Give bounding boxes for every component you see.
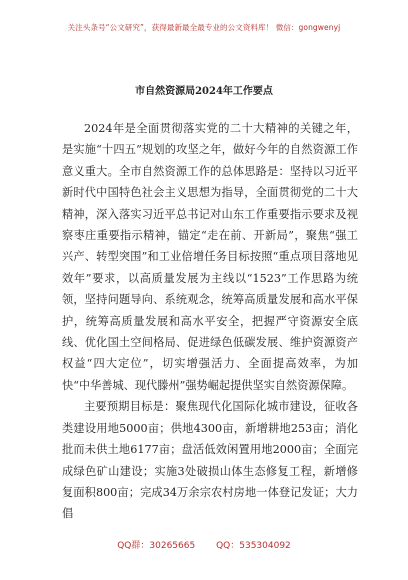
document-body [62,118,358,525]
footer-contact [0,538,408,551]
paragraph-overview: 2024年是全面贯彻落实党的二十大精神的关键之年，是实施“十四五”规划的攻坚之年，做好今年的自然资源工作意义重大。全市自然资源工作的总体思路是：坚持以习近平新时代中国特色社会主义思想为指导，全面贯彻党的二十大精神，深入落实习近平总书记对山东工作重要指示要求及视察枣庄重要指示精神，锚定“走在前、开新局”，聚焦“强工兴产、转型突围”和工业倍增任务目标按照“重点项目落地见效年”要求，以高质量发展为主线以“1523”工作思路为统领，坚持问题导向、系统观念，统筹高质量发展和高水平保护，统筹高质量发展和高水平安全，把握严守资源安全底线、优化国土空间格局、促进绿色低碳发展、维护资源资产权益“四大定位”，切实增强活力、全面提高效率，为加快“中华善城、现代滕州”强势崛起提供坚实自然资源保障。 [62,122,358,392]
paragraph-goals: 主要预期目标是：聚焦现代化国际化城市建设，征收各类建设用地5000亩；供地4300亩，新增耕地253亩；消化批而未供土地6177亩；盘活低效闲置用地2000亩；全面完成绿色矿山建设；实施3处破损山体生态修复工程，新增修复面积800亩；完成34万余宗农村房地一体登记发证；大力倡 [62,400,358,521]
footer-qq-group: QQ群：30265665 [117,541,196,551]
header-promo-note: 关注头条号“公文研究”，获得最新最全最专业的公文资料库！ 微信：gongwenyj [67,23,341,32]
document-title: 市自然资源局2024年工作要点 [135,86,273,97]
footer-qq: QQ：535304092 [216,541,291,551]
